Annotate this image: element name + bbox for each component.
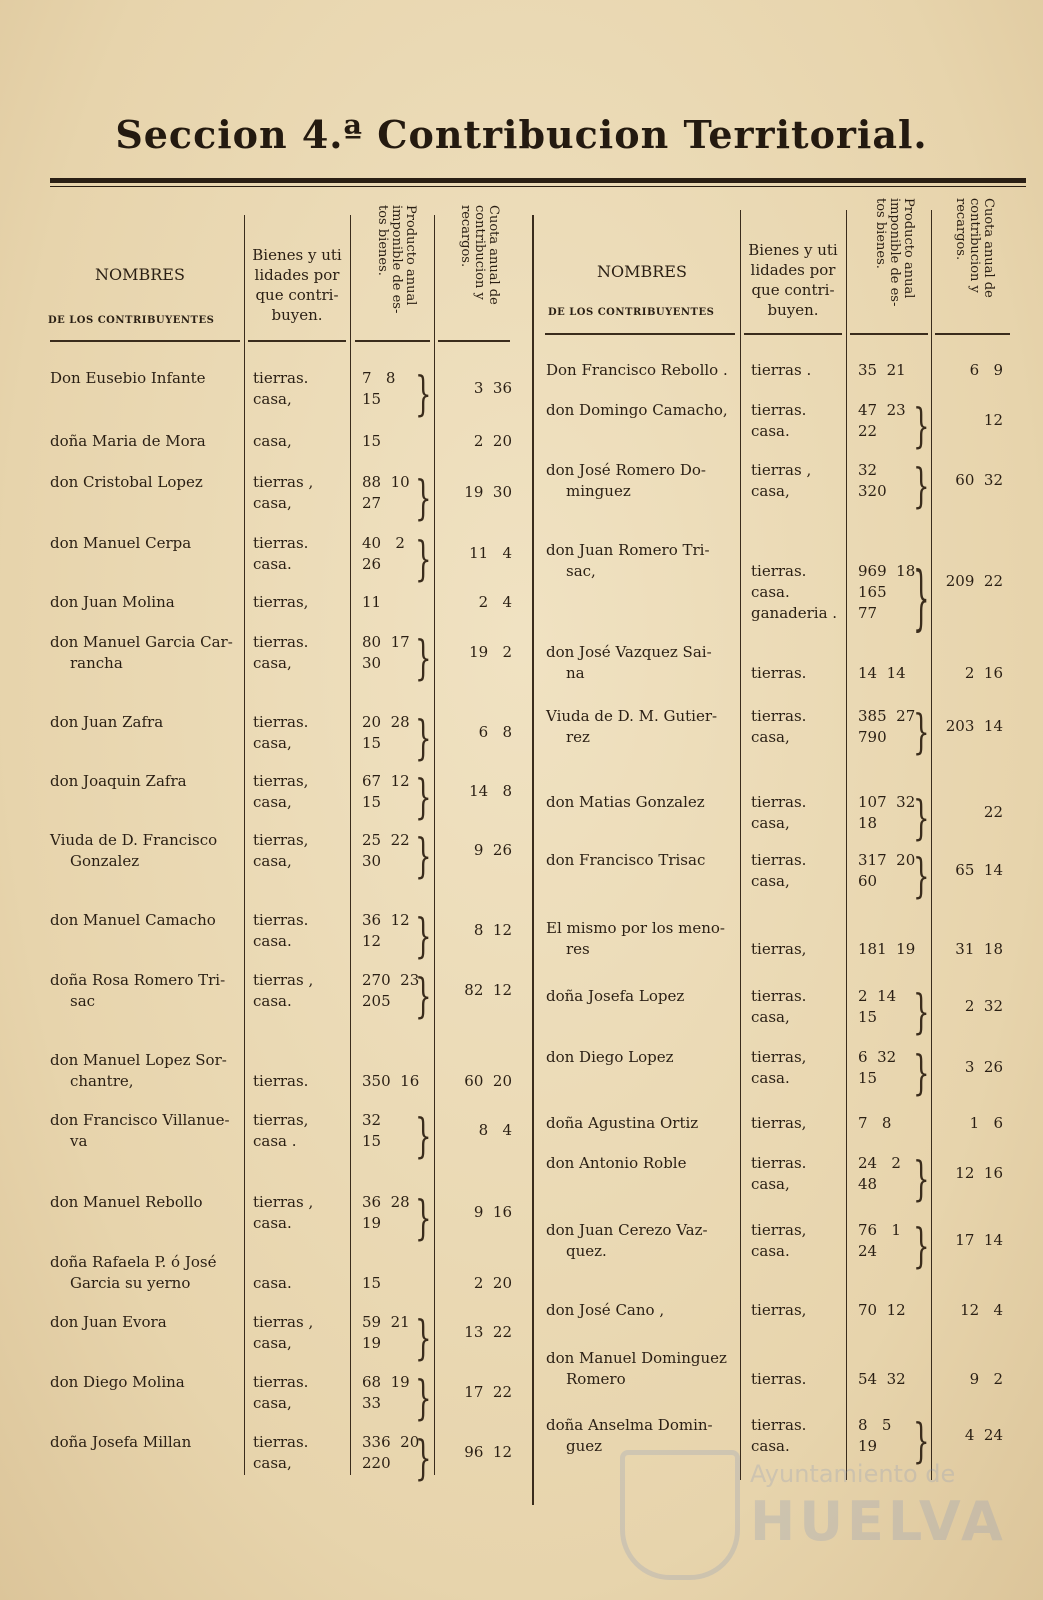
annual-quota: 9 16 (473, 1203, 512, 1221)
annual-quota: 2 20 (473, 432, 512, 450)
property-type: tierras. (751, 562, 807, 580)
contributor-name: don Antonio Roble (546, 1154, 687, 1172)
property-type: casa, (253, 432, 292, 450)
annual-product: 59 21 (362, 1313, 410, 1331)
property-type: tierras. (751, 1370, 807, 1388)
column-rule (434, 215, 435, 1475)
title-rule-thick (50, 178, 1026, 183)
contributor-name: don Manuel Garcia Car- (50, 633, 233, 651)
contributor-name: doña Maria de Mora (50, 432, 206, 450)
property-type: casa, (253, 1394, 292, 1412)
annual-product: 15 (362, 734, 382, 752)
annual-quota: 60 20 (464, 1072, 512, 1090)
brace-mark: } (415, 1432, 432, 1487)
property-type: casa. (253, 1214, 292, 1232)
contributor-name: don Cristobal Lopez (50, 473, 203, 491)
annual-product: 385 27 (858, 707, 916, 725)
annual-product: 33 (362, 1394, 382, 1412)
contributor-name: doña Rafaela P. ó José (50, 1253, 217, 1271)
annual-quota: 17 22 (464, 1383, 512, 1401)
header-producto: Producto anual imponible de es- tos bienes. (873, 198, 916, 307)
property-type: tierras, (751, 1301, 807, 1319)
annual-quota: 3 26 (964, 1058, 1003, 1076)
property-type: casa, (253, 654, 292, 672)
property-type: tierras, (253, 1111, 309, 1129)
annual-product: 15 (362, 390, 382, 408)
brace-mark: } (415, 1110, 432, 1165)
contributor-name: El mismo por los meno- (546, 919, 725, 937)
brace-mark: } (415, 368, 432, 423)
brace-mark: } (415, 910, 432, 965)
contributor-name: na (566, 664, 585, 682)
annual-product: 19 (362, 1334, 382, 1352)
property-type: tierras. (253, 1373, 309, 1391)
property-type: tierras. (751, 1416, 807, 1434)
annual-product: 969 18 (858, 562, 916, 580)
contributor-name: Don Francisco Rebollo . (546, 361, 728, 379)
property-type: tierras. (751, 987, 807, 1005)
brace-mark: } (913, 986, 930, 1041)
brace-mark: } (913, 400, 930, 455)
watermark-line2: HUELVA (750, 1490, 1007, 1553)
property-type: casa, (253, 852, 292, 870)
annual-product: 15 (362, 1132, 382, 1150)
contributor-name: don Matias Gonzalez (546, 793, 705, 811)
annual-quota: 1 6 (969, 1114, 1003, 1132)
brace-mark: } (415, 533, 432, 588)
header-producto: Producto anual imponible de es- tos bienes. (375, 205, 418, 314)
property-type: tierras, (253, 593, 309, 611)
annual-product: 20 28 (362, 713, 410, 731)
annual-product: 18 (858, 814, 878, 832)
annual-product: 25 22 (362, 831, 410, 849)
annual-product: 70 12 (858, 1301, 906, 1319)
property-type: casa, (253, 494, 292, 512)
annual-product: 30 (362, 852, 382, 870)
property-type: casa, (253, 793, 292, 811)
annual-product: 320 (858, 482, 887, 500)
annual-quota: 96 12 (464, 1443, 512, 1461)
annual-quota: 209 22 (945, 572, 1003, 590)
property-type: casa . (253, 1132, 297, 1150)
annual-quota: 19 30 (464, 483, 512, 501)
property-type: tierras , (253, 971, 314, 989)
annual-product: 26 (362, 555, 382, 573)
property-type: tierras. (751, 793, 807, 811)
annual-product: 12 (362, 932, 382, 950)
annual-product: 67 12 (362, 772, 410, 790)
annual-quota: 8 12 (473, 921, 512, 939)
annual-quota: 2 4 (478, 593, 512, 611)
annual-product: 15 (858, 1008, 878, 1026)
column-rule (350, 215, 351, 1475)
property-type: tierras. (253, 1433, 309, 1451)
header-rule (744, 333, 842, 335)
annual-product: 32 (362, 1111, 382, 1129)
annual-product: 15 (362, 793, 382, 811)
property-type: casa, (253, 390, 292, 408)
contributor-name: Don Eusebio Infante (50, 369, 206, 387)
contributor-name: sac (70, 992, 96, 1010)
annual-product: 181 19 (858, 940, 916, 958)
property-type: tierras, (751, 1048, 807, 1066)
property-type: tierras , (253, 1313, 314, 1331)
column-rule (740, 210, 741, 1480)
annual-product: 47 23 (858, 401, 906, 419)
contributor-name: don Manuel Lopez Sor- (50, 1051, 227, 1069)
annual-quota: 11 4 (469, 544, 512, 562)
annual-product: 24 (858, 1242, 878, 1260)
contributor-name: don José Vazquez Sai- (546, 643, 712, 661)
header-rule (50, 340, 240, 342)
annual-product: 107 32 (858, 793, 916, 811)
property-type: tierras. (751, 401, 807, 419)
header-nombres: NOMBRES (597, 262, 687, 281)
contributor-name: don Juan Evora (50, 1313, 167, 1331)
property-type: casa, (751, 482, 790, 500)
property-type: tierras , (751, 461, 812, 479)
header-nombres: NOMBRES (95, 265, 185, 284)
coat-of-arms-icon (620, 1450, 740, 1580)
property-type: tierras. (253, 633, 309, 651)
contributor-name: Garcia su yerno (70, 1274, 191, 1292)
contributor-name: don Juan Romero Tri- (546, 541, 710, 559)
annual-quota: 17 14 (955, 1231, 1003, 1249)
annual-product: 35 21 (858, 361, 906, 379)
property-type: casa. (751, 583, 790, 601)
annual-product: 24 2 (858, 1154, 901, 1172)
contributor-name: chantre, (70, 1072, 134, 1090)
contributor-name: don Manuel Rebollo (50, 1193, 203, 1211)
header-rule (438, 340, 510, 342)
property-type: casa, (751, 728, 790, 746)
column-rule (931, 210, 932, 1480)
contributor-name: sac, (566, 562, 596, 580)
annual-product: 7 8 (858, 1114, 892, 1132)
brace-mark: } (415, 1312, 432, 1367)
annual-product: 11 (362, 593, 382, 611)
contributor-name: don Francisco Trisac (546, 851, 706, 869)
contributor-name: Gonzalez (70, 852, 140, 870)
annual-product: 54 32 (858, 1370, 906, 1388)
contributor-name: guez (566, 1437, 603, 1455)
annual-quota: 2 16 (964, 664, 1003, 682)
property-type: tierras. (253, 369, 309, 387)
annual-quota: 12 (983, 411, 1003, 429)
contributor-name: Viuda de D. Francisco (50, 831, 218, 849)
annual-product: 60 (858, 872, 878, 890)
property-type: tierras. (751, 851, 807, 869)
property-type: tierras. (751, 707, 807, 725)
annual-product: 15 (858, 1069, 878, 1087)
property-type: casa, (751, 872, 790, 890)
annual-product: 220 (362, 1454, 391, 1472)
brace-mark: } (415, 472, 432, 527)
annual-product: 15 (362, 1274, 382, 1292)
contributor-name: Romero (566, 1370, 626, 1388)
brace-mark: } (913, 792, 930, 847)
contributor-name: don Domingo Camacho, (546, 401, 728, 419)
brace-mark: } (913, 1153, 930, 1208)
contributor-name: quez. (566, 1242, 607, 1260)
property-type: casa, (253, 734, 292, 752)
header-cuota: Cuota anual de contribucion y recargos. (953, 198, 996, 298)
property-type: ganaderia . (751, 604, 838, 622)
contributor-name: va (70, 1132, 88, 1150)
brace-mark: } (415, 712, 432, 767)
annual-quota: 19 2 (469, 643, 512, 661)
property-type: tierras. (751, 664, 807, 682)
page-title: Seccion 4.ª Contribucion Territorial. (115, 112, 928, 157)
property-type: tierras . (751, 361, 812, 379)
contributor-name: don José Cano , (546, 1301, 665, 1319)
header-rule (355, 340, 430, 342)
annual-quota: 8 4 (478, 1121, 512, 1139)
contributor-name: don Manuel Dominguez (546, 1349, 727, 1367)
contributor-name: doña Josefa Millan (50, 1433, 192, 1451)
contributor-name: don Francisco Villanue- (50, 1111, 230, 1129)
header-rule (545, 333, 735, 335)
brace-mark: } (913, 1415, 930, 1470)
header-bienes: Bienes y uti lidades por que contri- buyen. (252, 246, 342, 324)
annual-product: 88 10 (362, 473, 410, 491)
property-type: casa. (253, 1274, 292, 1292)
contributor-name: don Juan Zafra (50, 713, 164, 731)
annual-product: 165 (858, 583, 887, 601)
property-type: tierras , (253, 1193, 314, 1211)
annual-product: 77 (858, 604, 878, 622)
contributor-name: don Juan Molina (50, 593, 175, 611)
annual-product: 19 (362, 1214, 382, 1232)
annual-product: 8 5 (858, 1416, 892, 1434)
annual-product: 68 19 (362, 1373, 410, 1391)
annual-product: 27 (362, 494, 382, 512)
annual-product: 205 (362, 992, 391, 1010)
header-rule (248, 340, 346, 342)
annual-quota: 65 14 (955, 861, 1003, 879)
contributor-name: rez (566, 728, 590, 746)
annual-product: 15 (362, 432, 382, 450)
property-type: casa. (253, 555, 292, 573)
watermark-line1: Ayuntamiento de (750, 1460, 956, 1488)
annual-quota: 60 32 (955, 471, 1003, 489)
brace-mark: } (415, 632, 432, 687)
annual-product: 40 2 (362, 534, 405, 552)
annual-product: 48 (858, 1175, 878, 1193)
contributor-name: don Diego Lopez (546, 1048, 674, 1066)
brace-mark: } (415, 1192, 432, 1247)
annual-product: 36 28 (362, 1193, 410, 1211)
annual-quota: 3 36 (473, 379, 512, 397)
contributor-name: don José Romero Do- (546, 461, 706, 479)
contributor-name: doña Anselma Domin- (546, 1416, 713, 1434)
property-type: tierras. (253, 1072, 309, 1090)
column-rule (244, 215, 245, 1475)
brace-mark: } (913, 1047, 930, 1102)
property-type: tierras. (253, 911, 309, 929)
annual-product: 30 (362, 654, 382, 672)
property-type: tierras , (253, 473, 314, 491)
property-type: casa. (751, 1437, 790, 1455)
annual-quota: 22 (983, 803, 1003, 821)
contributor-name: res (566, 940, 590, 958)
contributor-name: minguez (566, 482, 631, 500)
annual-product: 14 14 (858, 664, 906, 682)
property-type: casa, (751, 1175, 790, 1193)
annual-product: 2 14 (858, 987, 897, 1005)
brace-mark: } (415, 830, 432, 885)
annual-quota: 82 12 (464, 981, 512, 999)
annual-product: 790 (858, 728, 887, 746)
property-type: casa, (253, 1334, 292, 1352)
brace-mark: } (415, 771, 432, 826)
column-rule (846, 210, 847, 1480)
contributor-name: doña Rosa Romero Tri- (50, 971, 226, 989)
annual-quota: 2 32 (964, 997, 1003, 1015)
contributor-name: Viuda de D. M. Gutier- (546, 707, 718, 725)
header-de-los: DE LOS CONTRIBUYENTES (48, 315, 215, 326)
annual-quota: 203 14 (945, 717, 1003, 735)
header-cuota: Cuota anual de contribucion y recargos. (458, 205, 501, 305)
annual-quota: 31 18 (955, 940, 1003, 958)
property-type: tierras. (253, 534, 309, 552)
annual-quota: 4 24 (964, 1426, 1003, 1444)
property-type: tierras, (253, 772, 309, 790)
archive-watermark (620, 1450, 1020, 1570)
annual-product: 80 17 (362, 633, 410, 651)
annual-product: 32 (858, 461, 878, 479)
annual-product: 270 23 (362, 971, 420, 989)
annual-product: 336 20 (362, 1433, 420, 1451)
brace-mark: } (913, 460, 930, 515)
contributor-name: don Joaquin Zafra (50, 772, 187, 790)
annual-product: 76 1 (858, 1221, 901, 1239)
property-type: casa. (751, 1242, 790, 1260)
property-type: casa, (751, 1008, 790, 1026)
property-type: tierras, (751, 1114, 807, 1132)
brace-mark: } (913, 850, 930, 905)
brace-mark: } (913, 1220, 930, 1275)
contributor-name: don Manuel Camacho (50, 911, 216, 929)
brace-mark: } (913, 706, 930, 761)
annual-product: 317 20 (858, 851, 916, 869)
contributor-name: doña Josefa Lopez (546, 987, 685, 1005)
header-rule (850, 333, 928, 335)
property-type: casa. (253, 992, 292, 1010)
annual-product: 19 (858, 1437, 878, 1455)
title-rule-thin (50, 186, 1026, 187)
property-type: tierras, (751, 1221, 807, 1239)
annual-quota: 13 22 (464, 1323, 512, 1341)
annual-product: 36 12 (362, 911, 410, 929)
property-type: casa. (253, 932, 292, 950)
property-type: casa, (751, 814, 790, 832)
annual-quota: 6 9 (969, 361, 1003, 379)
property-type: tierras, (253, 831, 309, 849)
contributor-name: don Diego Molina (50, 1373, 185, 1391)
annual-quota: 12 4 (960, 1301, 1003, 1319)
brace-mark: } (913, 559, 930, 641)
brace-mark: } (415, 970, 432, 1025)
contributor-name: don Manuel Cerpa (50, 534, 192, 552)
brace-mark: } (415, 1372, 432, 1427)
property-type: tierras. (751, 1154, 807, 1172)
property-type: tierras. (253, 713, 309, 731)
annual-quota: 9 26 (473, 841, 512, 859)
annual-product: 350 16 (362, 1072, 420, 1090)
header-rule (935, 333, 1010, 335)
contributor-name: don Juan Cerezo Vaz- (546, 1221, 708, 1239)
annual-quota: 6 8 (478, 723, 512, 741)
header-de-los: DE LOS CONTRIBUYENTES (548, 307, 715, 318)
annual-product: 6 32 (858, 1048, 897, 1066)
annual-product: 22 (858, 422, 878, 440)
column-divider (532, 215, 534, 1505)
property-type: casa. (751, 422, 790, 440)
contributor-name: doña Agustina Ortiz (546, 1114, 699, 1132)
annual-quota: 14 8 (469, 782, 512, 800)
annual-quota: 9 2 (969, 1370, 1003, 1388)
annual-product: 7 8 (362, 369, 396, 387)
annual-quota: 2 20 (473, 1274, 512, 1292)
property-type: casa. (751, 1069, 790, 1087)
contributor-name: rancha (70, 654, 123, 672)
property-type: casa, (253, 1454, 292, 1472)
annual-quota: 12 16 (955, 1164, 1003, 1182)
property-type: tierras, (751, 940, 807, 958)
header-bienes: Bienes y uti lidades por que contri- buyen. (748, 241, 838, 319)
